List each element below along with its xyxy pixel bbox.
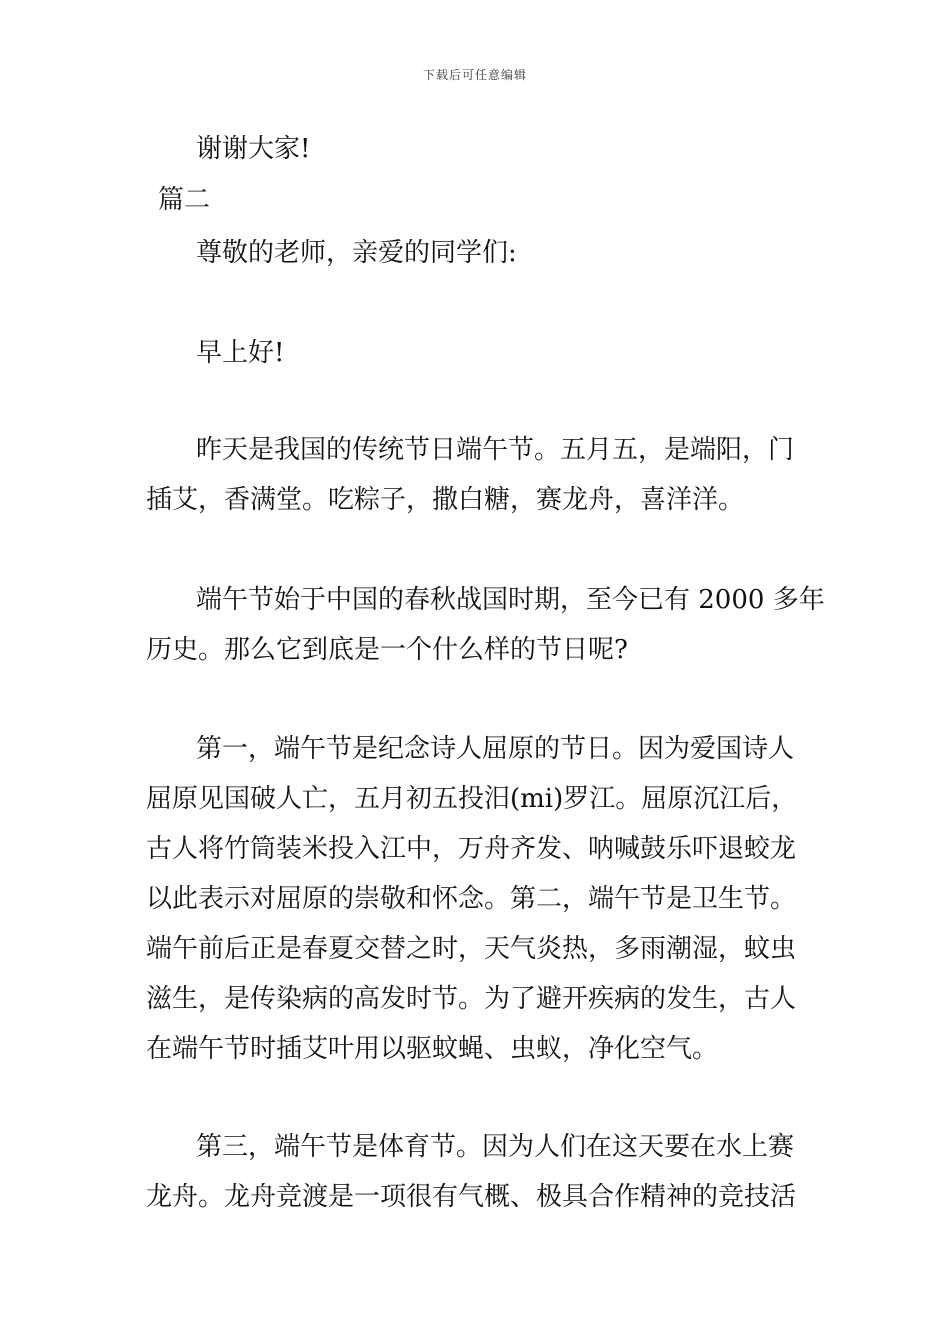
greeting-line: 尊敬的老师，亲爱的同学们:	[196, 238, 517, 268]
section-heading: 篇二	[158, 185, 211, 215]
paragraph-line: 端午前后正是春夏交替之时，天气炎热，多雨潮湿，蚊虫	[146, 934, 797, 964]
paragraph-line: 插艾，香满堂。吃粽子，撒白糖，赛龙舟，喜洋洋。	[146, 485, 745, 515]
greeting-morning: 早上好!	[196, 338, 285, 368]
closing-line: 谢谢大家!	[196, 134, 311, 164]
paragraph-line: 屈原见国破人亡，五月初五投汨(mi)罗江。屈原沉江后，	[146, 784, 798, 814]
paragraph-line: 昨天是我国的传统节日端午节。五月五，是端阳，门	[196, 435, 795, 465]
paragraph-line: 端午节始于中国的春秋战国时期，至今已有 2000 多年	[196, 585, 825, 615]
paragraph-line: 第一，端午节是纪念诗人屈原的节日。因为爱国诗人	[196, 734, 795, 764]
paragraph-line: 历史。那么它到底是一个什么样的节日呢?	[146, 635, 628, 665]
paragraph-line: 滋生，是传染病的高发时节。为了避开疾病的发生，古人	[146, 984, 797, 1014]
paragraph-line: 以此表示对屈原的崇敬和怀念。第二，端午节是卫生节。	[146, 884, 797, 914]
paragraph-line: 在端午节时插艾叶用以驱蚊蝇、虫蚁，净化空气。	[146, 1034, 719, 1064]
paragraph-line: 古人将竹筒装米投入江中，万舟齐发、呐喊鼓乐吓退蛟龙	[146, 834, 797, 864]
page-header: 下载后可任意编辑	[422, 68, 527, 82]
paragraph-line: 第三，端午节是体育节。因为人们在这天要在水上赛	[196, 1132, 795, 1162]
paragraph-line: 龙舟。龙舟竞渡是一项很有气概、极具合作精神的竞技活	[146, 1182, 797, 1212]
